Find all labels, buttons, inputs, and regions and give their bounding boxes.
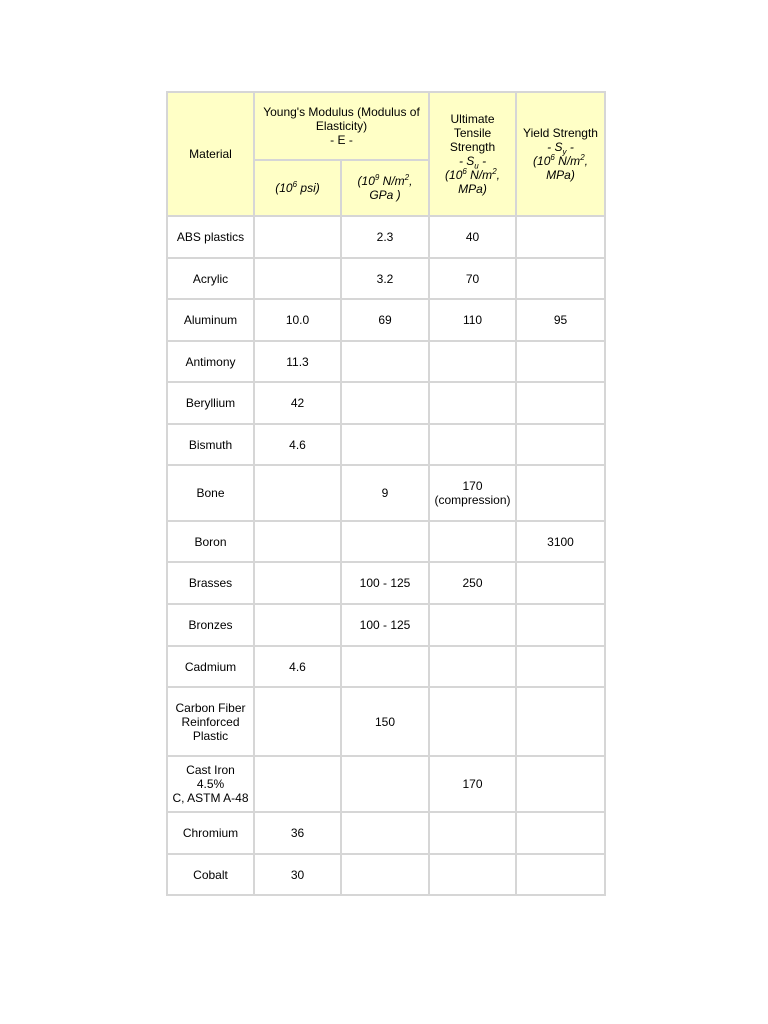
cell-material: Cobalt xyxy=(167,854,254,895)
header-material: Material xyxy=(167,92,254,216)
uts-unit: ($10^6$ $N/m^2$, MPa) xyxy=(445,167,500,196)
table-row xyxy=(167,646,605,687)
cell-material: Bone xyxy=(167,465,254,521)
cell-e-psi xyxy=(254,258,341,299)
cell-material: ABS plastics xyxy=(167,216,254,258)
cell-uts xyxy=(429,424,516,465)
header-yield-strength xyxy=(516,92,605,216)
youngs-symbol: - E - xyxy=(330,133,353,147)
cell-uts: 170 (compression) xyxy=(429,465,516,521)
table-row xyxy=(167,465,605,521)
cell-e-psi xyxy=(254,687,341,756)
cell-e-psi xyxy=(254,562,341,604)
cell-material: Chromium xyxy=(167,812,254,854)
cell-uts: 110 xyxy=(429,299,516,341)
cell-e-gpa: 150 xyxy=(341,687,429,756)
cell-e-gpa: 100 - 125 xyxy=(341,604,429,646)
cell-e-psi: 4.6 xyxy=(254,424,341,465)
uts-symbol: - $S_u$ - xyxy=(458,154,487,171)
cell-uts xyxy=(429,341,516,382)
cell-material: Acrylic xyxy=(167,258,254,299)
cell-uts: 170 xyxy=(429,756,516,812)
cell-e-psi xyxy=(254,604,341,646)
cell-material: Carbon Fiber Reinforced Plastic xyxy=(167,687,254,756)
table-row xyxy=(167,562,605,604)
cell-yield xyxy=(516,465,605,521)
cell-e-psi: 4.6 xyxy=(254,646,341,687)
cell-yield xyxy=(516,812,605,854)
table-row xyxy=(167,687,605,756)
cell-yield xyxy=(516,424,605,465)
header-unit-gpa: ($10^9$ $N/m^2$, GPa ) xyxy=(341,160,429,216)
cell-e-psi: 10.0 xyxy=(254,299,341,341)
table-row xyxy=(167,756,605,812)
cell-e-gpa xyxy=(341,341,429,382)
cell-e-gpa: 100 - 125 xyxy=(341,562,429,604)
table-row xyxy=(167,258,605,299)
cell-yield xyxy=(516,216,605,258)
table-row xyxy=(167,216,605,258)
cell-e-psi: 42 xyxy=(254,382,341,424)
header-row-top xyxy=(167,92,605,160)
header-unit-psi: ($10^6$ psi) xyxy=(254,160,341,216)
cell-e-gpa xyxy=(341,424,429,465)
cell-material: Boron xyxy=(167,521,254,562)
material-properties-table xyxy=(166,91,606,896)
yield-unit: ($10^6$ $N/m^2$, MPa) xyxy=(533,153,588,182)
cell-yield xyxy=(516,604,605,646)
cell-e-gpa xyxy=(341,382,429,424)
table-row xyxy=(167,604,605,646)
table-row xyxy=(167,341,605,382)
cell-material: Bronzes xyxy=(167,604,254,646)
cell-uts: 70 xyxy=(429,258,516,299)
cell-e-gpa xyxy=(341,812,429,854)
cell-uts xyxy=(429,604,516,646)
cell-e-gpa xyxy=(341,646,429,687)
header-ultimate-tensile-strength xyxy=(429,92,516,216)
cell-e-gpa: 3.2 xyxy=(341,258,429,299)
table-row xyxy=(167,299,605,341)
cell-yield xyxy=(516,687,605,756)
table-row xyxy=(167,424,605,465)
cell-e-gpa xyxy=(341,521,429,562)
table-row xyxy=(167,854,605,895)
cell-e-gpa: 69 xyxy=(341,299,429,341)
cell-uts xyxy=(429,646,516,687)
cell-e-psi xyxy=(254,216,341,258)
yield-symbol: - $S_y$ - xyxy=(547,140,574,157)
cell-uts xyxy=(429,521,516,562)
cell-material: Aluminum xyxy=(167,299,254,341)
cell-uts xyxy=(429,812,516,854)
cell-yield xyxy=(516,382,605,424)
cell-uts: 250 xyxy=(429,562,516,604)
cell-material: Brasses xyxy=(167,562,254,604)
cell-yield xyxy=(516,341,605,382)
cell-e-gpa: 9 xyxy=(341,465,429,521)
cell-yield: 95 xyxy=(516,299,605,341)
cell-e-psi xyxy=(254,756,341,812)
cell-e-psi: 30 xyxy=(254,854,341,895)
cell-uts xyxy=(429,854,516,895)
cell-e-psi: 11.3 xyxy=(254,341,341,382)
uts-title: Ultimate Tensile Strength xyxy=(449,112,496,154)
cell-yield xyxy=(516,646,605,687)
youngs-title: Young's Modulus (Modulus of Elasticity) xyxy=(263,105,420,133)
cell-e-psi: 36 xyxy=(254,812,341,854)
table-row xyxy=(167,521,605,562)
cell-yield xyxy=(516,562,605,604)
cell-e-gpa xyxy=(341,854,429,895)
header-youngs-modulus xyxy=(254,92,429,160)
table-row xyxy=(167,382,605,424)
cell-material: Cast Iron 4.5% C, ASTM A-48 xyxy=(167,756,254,812)
cell-material: Beryllium xyxy=(167,382,254,424)
cell-material: Antimony xyxy=(167,341,254,382)
yield-title: Yield Strength xyxy=(523,126,598,140)
cell-yield xyxy=(516,258,605,299)
cell-yield xyxy=(516,854,605,895)
cell-yield: 3100 xyxy=(516,521,605,562)
cell-uts: 40 xyxy=(429,216,516,258)
cell-e-gpa xyxy=(341,756,429,812)
cell-e-psi xyxy=(254,465,341,521)
cell-e-gpa: 2.3 xyxy=(341,216,429,258)
table-row xyxy=(167,812,605,854)
cell-uts xyxy=(429,382,516,424)
cell-uts xyxy=(429,687,516,756)
cell-yield xyxy=(516,756,605,812)
cell-material: Cadmium xyxy=(167,646,254,687)
cell-e-psi xyxy=(254,521,341,562)
cell-material: Bismuth xyxy=(167,424,254,465)
